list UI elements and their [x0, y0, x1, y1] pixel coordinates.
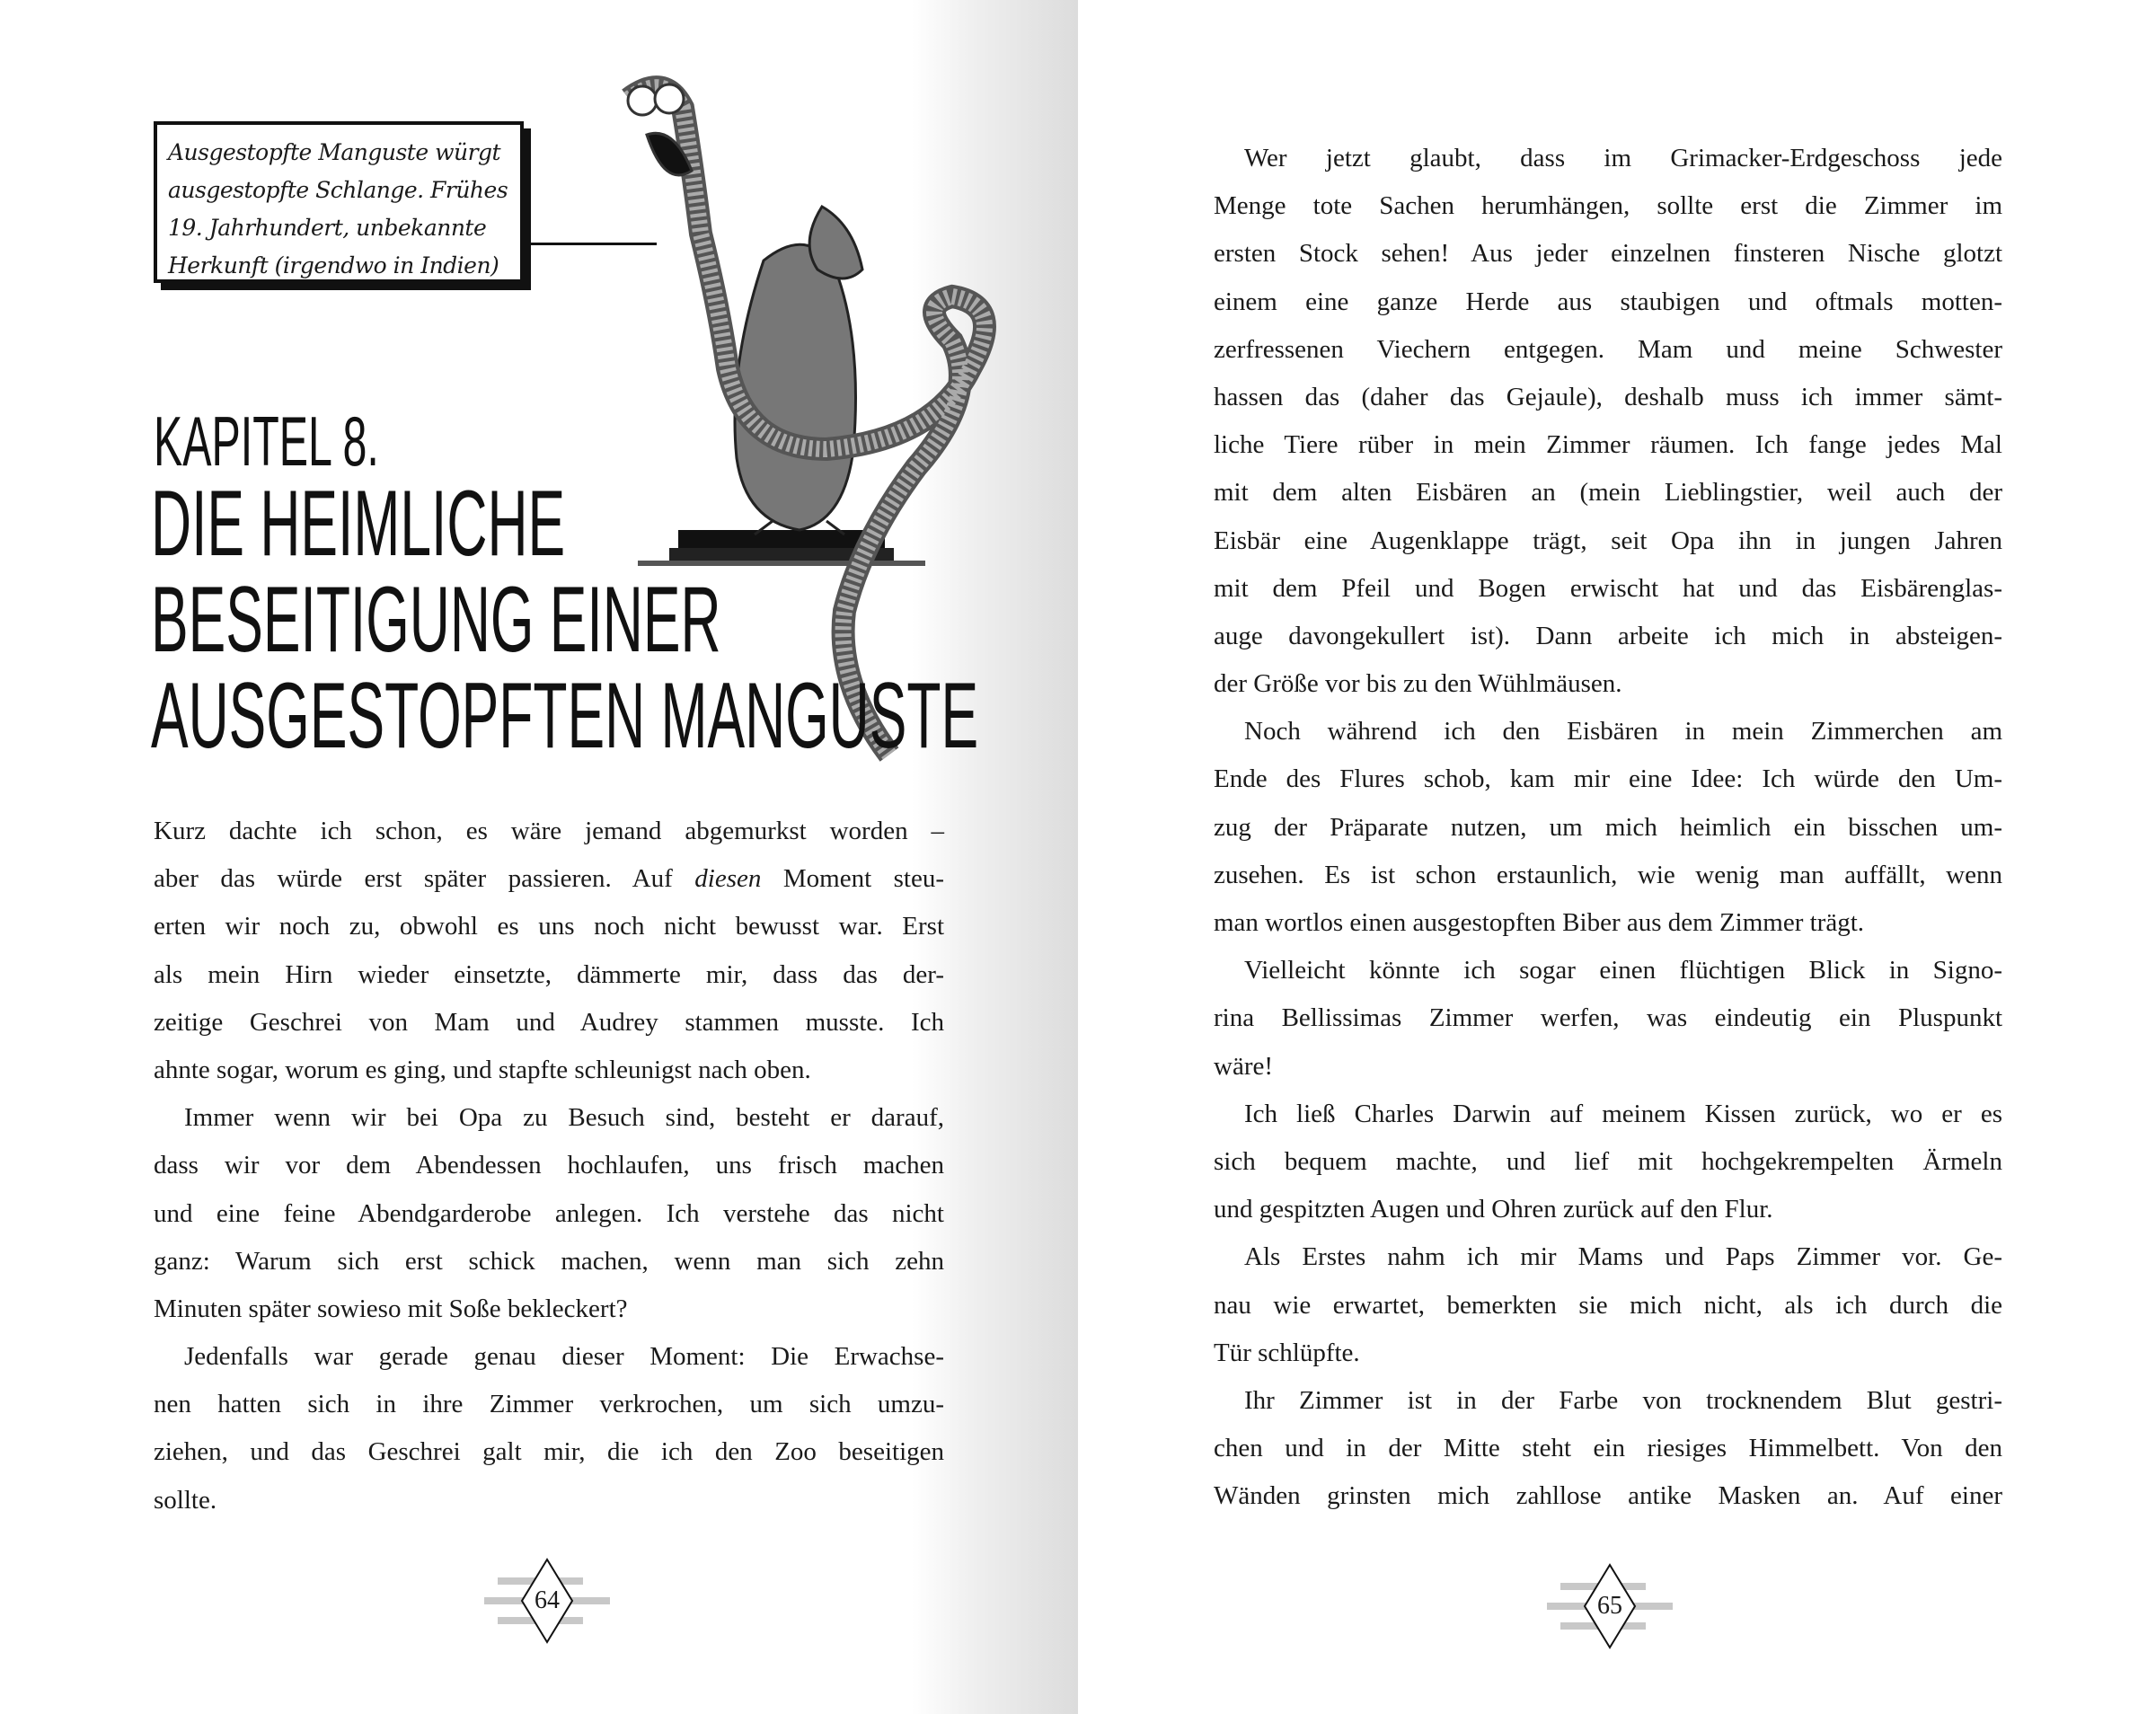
text-line: Immer wenn wir bei Opa zu Besuch sind, besteht er darauf,: [184, 1103, 944, 1133]
text-line: mit dem alten Eisbären an (mein Lieblingstier, weil auch der: [1214, 478, 2002, 508]
text-line: chen und in der Mitte steht ein riesiges Himmelbett. Von den: [1214, 1434, 2002, 1463]
text-line: ahnte sogar, worum es ging, und stapfte schleunigst nach oben.: [154, 1055, 811, 1084]
text-line: zusehen. Es ist schon erstaunlich, wie wenig man auffällt, wenn: [1214, 860, 2002, 889]
text-line: Wänden grinsten mich zahllose antike Masken an. Auf einer: [1214, 1481, 2002, 1511]
text-line: Kurz dachte ich schon, es wäre jemand abgemurkst worden –: [154, 817, 944, 845]
text-line: sich bequem machte, und lief mit hochgekrempelten Ärmeln: [1214, 1146, 2002, 1176]
text-line: Ende des Flures schob, kam mir eine Idee: Ich würde den Um-: [1214, 764, 2002, 794]
text-line: erten wir noch zu, obwohl es uns noch nicht bewusst war. Erst: [154, 912, 944, 941]
text-line: hassen das (daher das Gejaule), deshalb muss ich immer sämt-: [1214, 382, 2002, 411]
page-number-ornament: [1547, 1556, 1673, 1664]
text-line: und gespitzten Augen und Ohren zurück auf den Flur.: [1214, 1195, 1773, 1224]
text-line: rina Bellissimas Zimmer werfen, was eindeutig ein Pluspunkt: [1214, 1003, 2002, 1033]
right-page: [1078, 0, 2156, 1714]
text-line: [154, 855, 944, 903]
caption-line: ausgestopfte Schlange. Frühes: [168, 177, 508, 203]
caption-line: 19. Jahrhundert, unbekannte: [168, 215, 487, 241]
text-line: sollte.: [154, 1485, 217, 1515]
text-line: der Größe vor bis zu den Wühlmäusen.: [1214, 669, 1622, 699]
chapter-title-line: DIE HEIMLICHE: [151, 472, 566, 576]
text-line: auge davongekullert ist). Dann arbeite ich mich in absteigen-: [1214, 621, 2002, 650]
text-line: Minuten später sowieso mit Soße bekleckert?: [154, 1294, 628, 1323]
page-number: 65: [1597, 1592, 1622, 1620]
text-line: als mein Hirn wieder einsetzte, dämmerte mir, dass das der-: [154, 959, 944, 989]
text-line: liche Tiere rüber in mein Zimmer räumen. Ich fange jedes Mal: [1214, 430, 2002, 460]
text-line: Ich ließ Charles Darwin auf meinem Kissen zurück, wo er es: [1244, 1099, 2002, 1128]
text-line: Vielleicht könnte ich sogar einen flüchtigen Blick in Signo-: [1244, 956, 2002, 985]
text-line: wäre!: [1214, 1051, 1274, 1081]
text-line: Als Erstes nahm ich mir Mams und Paps Zimmer vor. Ge-: [1244, 1242, 2002, 1272]
page-number: 64: [535, 1586, 560, 1614]
text-line: ziehen, und das Geschrei galt mir, die ich den Zoo beseitigen: [154, 1437, 944, 1467]
text-line: zerfressenen Viechern entgegen. Mam und meine Schwester: [1214, 334, 2002, 364]
text-line: nau wie erwartet, bemerkten sie mich nicht, als ich durch die: [1214, 1290, 2002, 1320]
text-segment: aber das würde erst später passieren. Auf: [154, 864, 695, 894]
caption-line: Ausgestopfte Manguste würgt: [168, 139, 501, 165]
left-body-text: [154, 808, 944, 1524]
emphasis-text: diesen: [694, 864, 762, 894]
right-body-text: [1214, 135, 2002, 1520]
chapter-title-line: AUSGESTOPFTEN MANGUSTE: [151, 664, 979, 768]
text-line: und eine feine Abendgarderobe anlegen. Ich verstehe das nicht: [154, 1198, 944, 1228]
text-line: ersten Stock sehen! Aus jeder einzelnen finsteren Nische glotzt: [1214, 239, 2002, 269]
text-line: einem eine ganze Herde aus staubigen und oftmals motten-: [1214, 287, 2002, 316]
text-line: nen hatten sich in ihre Zimmer verkrochen, um sich umzu-: [154, 1390, 944, 1419]
text-line: ganz: Warum sich erst schick machen, wenn man sich zehn: [154, 1246, 944, 1276]
text-line: Eisbär eine Augenklappe trägt, seit Opa ihn in jungen Jahren: [1214, 526, 2002, 555]
text-line: zug der Präparate nutzen, um mich heimlich ein bisschen um-: [1214, 812, 2002, 842]
text-line: Wer jetzt glaubt, dass im Grimacker-Erdgeschoss jede: [1244, 144, 2002, 172]
text-line: Jedenfalls war gerade genau dieser Moment: Die Erwachse-: [184, 1342, 944, 1372]
text-line: Ihr Zimmer ist in der Farbe von trocknendem Blut gestri-: [1244, 1385, 2002, 1415]
text-line: Tür schlüpfte.: [1214, 1338, 1360, 1367]
text-line: man wortlos einen ausgestopften Biber aus dem Zimmer trägt.: [1214, 908, 1865, 937]
caption-line: Herkunft (irgendwo in Indien): [168, 252, 499, 278]
chapter-label: KAPITEL 8.: [154, 402, 379, 481]
text-line: Menge tote Sachen herumhängen, sollte erst die Zimmer im: [1214, 191, 2002, 221]
text-line: mit dem Pfeil und Bogen erwischt hat und das Eisbärenglas-: [1214, 573, 2002, 603]
chapter-title: [151, 472, 979, 768]
text-line: dass wir vor dem Abendessen hochlaufen, uns frisch machen: [154, 1151, 944, 1180]
text-line: zeitige Geschrei von Mam und Audrey stammen musste. Ich: [154, 1007, 944, 1037]
illustration-caption-box: [154, 121, 524, 283]
text-segment: Moment steu-: [761, 864, 944, 894]
chapter-title-line: BESEITIGUNG EINER: [151, 568, 721, 672]
page-number-ornament: [484, 1551, 610, 1658]
text-line: Noch während ich den Eisbären in mein Zimmerchen am: [1244, 717, 2002, 747]
